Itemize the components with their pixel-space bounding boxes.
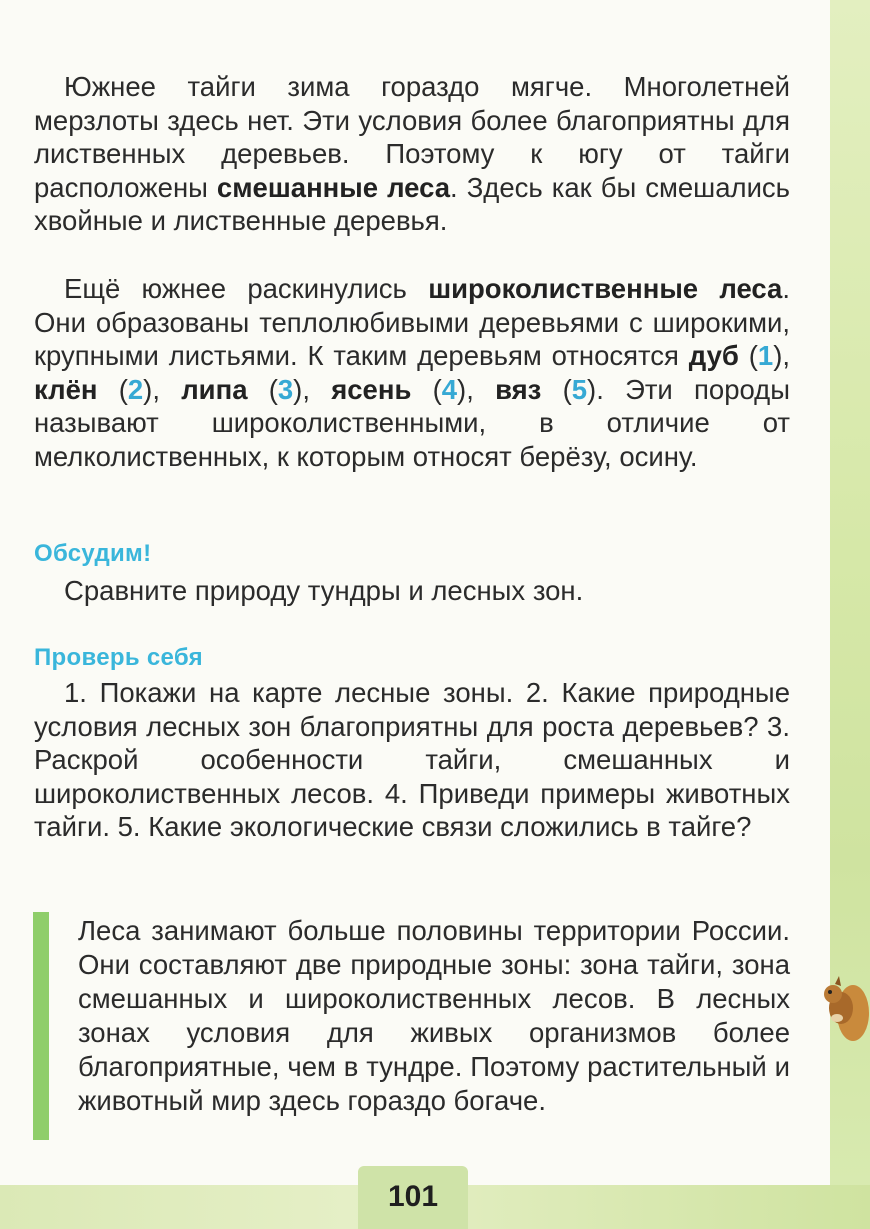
tree-elm: вяз	[495, 373, 542, 405]
paragraph-mixed-forests: Южнее тайги зима гораздо мягче. Многолетней мерзлоты здесь нет. Эти условия более благоприятны для лиственных деревьев. Поэтому к югу от тайги расположены смешанные леса. Здесь как бы смешались хвойные и лиственные деревья.	[34, 71, 791, 237]
figure-ref-2: 2	[127, 373, 144, 405]
term-mixed-forests: смешанные леса	[216, 171, 451, 203]
paragraph-broadleaf-forests: Ещё южнее раскинулись широколиственные леса. Они образованы теплолюбивыми деревьями с широкими, крупными листьями. К таким деревьям относятся дуб (1), клён (2), липа (3), ясень (4), вяз (5). Эти породы называют широколиственными, в отличие от мелколиственных, к которым относят берёзу, осину.	[34, 273, 790, 472]
page-number: 101	[387, 1180, 439, 1213]
figure-ref-3: 3	[277, 373, 294, 405]
figure-ref-5: 5	[571, 373, 588, 405]
discuss-heading: Обсудим!	[34, 540, 152, 567]
figure-ref-4: 4	[441, 373, 458, 405]
summary-accent-bar	[33, 912, 49, 1140]
tree-oak: дуб	[688, 340, 739, 372]
summary-text: Леса занимают больше половины территории России. Они составляют две природные зоны: зона тайги, зона смешанных и широколиственных лесов. В лесных зонах условия для живых организмов более благоприятные, чем в тундре. Поэтому растительный и животный мир здесь гораздо богаче.	[78, 915, 790, 1116]
discuss-text: Сравните природу тундры и лесных зон.	[64, 575, 584, 606]
check-yourself-heading: Проверь себя	[34, 644, 203, 671]
tree-maple: клён	[34, 373, 98, 405]
term-broadleaf-forests: широколиственные леса	[428, 273, 783, 304]
tree-linden: липа	[181, 373, 248, 405]
squirrel-icon	[815, 968, 870, 1050]
figure-ref-1: 1	[757, 340, 774, 372]
tree-ash: ясень	[331, 373, 412, 405]
check-yourself-questions: 1. Покажи на карте лесные зоны. 2. Какие природные условия лесных зон благоприятны для роста деревьев? 3. Раскрой особенности тайги, смешанных и широколиственных лесов. 4. Приведи примеры животных тайги. 5. Какие экологические связи сложились в тайге?	[34, 677, 790, 843]
page-number-tab	[358, 1166, 468, 1229]
